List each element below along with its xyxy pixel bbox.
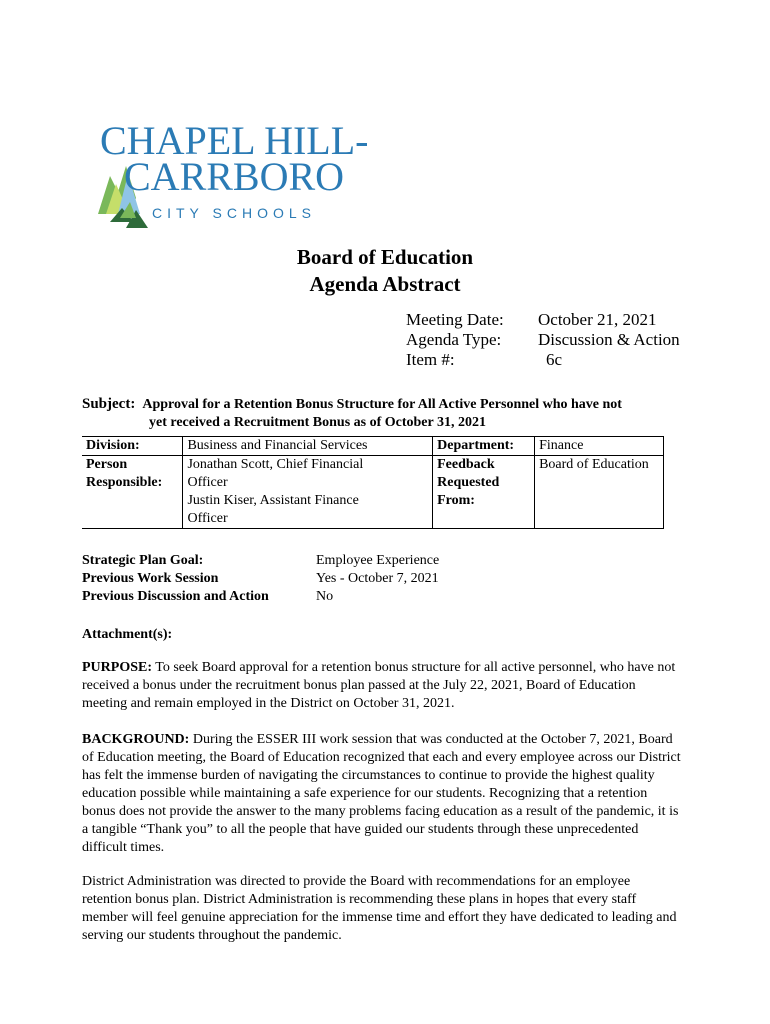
division-label: Division: <box>82 437 183 456</box>
logo-line3: CITY SCHOOLS <box>152 205 316 221</box>
person-label-line1: Person <box>86 457 128 472</box>
subject-line1: Approval for a Retention Bonus Structure for All Active Personnel who have not <box>142 397 622 412</box>
item-label: Item #: <box>406 350 455 369</box>
person-line: Jonathan Scott, Chief Financial <box>187 457 364 472</box>
item-number: 6c <box>546 350 563 369</box>
department-value: Finance <box>535 437 664 456</box>
meta-labels <box>406 310 504 370</box>
feedback-label <box>433 456 535 529</box>
person-responsible-label <box>82 456 183 529</box>
meta-values <box>538 310 680 370</box>
page-title: Board of Education <box>296 245 474 269</box>
agenda-type: Discussion & Action <box>538 330 680 349</box>
purpose-heading: PURPOSE: <box>82 660 152 675</box>
subject-label: Subject: <box>82 396 136 412</box>
department-label: Department: <box>433 437 535 456</box>
background-text: During the ESSER III work session that was conducted at the October 7, 2021, Board of Education meeting, the Board of Education recognized that each and every employee across our District has felt the immense burden of navigating the circumstances to continue to provide the highest quality education possible while maintaining a safe experience for our students. Recognizing that a retention bonus does not provide the answer to the many problems facing education as a result of the pandemic, it is a tangible “Thank you” to all the people that have guided our students through these unprecedented difficult times. <box>82 732 681 855</box>
person-line: Justin Kiser, Assistant Finance <box>187 493 359 508</box>
attachments-label: Attachment(s): <box>82 627 173 642</box>
subject <box>82 395 682 432</box>
strategic-values <box>316 552 439 606</box>
feedback-label-line: Feedback <box>437 457 495 472</box>
feedback-value: Board of Education <box>535 456 664 529</box>
work-session: Yes - October 7, 2021 <box>316 571 439 586</box>
logo-line1: CHAPEL HILL- <box>100 118 369 163</box>
strategic-goal: Employee Experience <box>316 553 440 568</box>
page-subtitle: Agenda Abstract <box>309 272 461 296</box>
logo-graphic <box>96 118 369 230</box>
info-table <box>82 436 664 529</box>
discussion: No <box>316 589 334 604</box>
strategic-goal-label: Strategic Plan Goal: <box>82 553 204 568</box>
strategic-labels <box>82 552 269 606</box>
person-line: Officer <box>187 511 228 526</box>
person-label-line2: Responsible: <box>86 475 163 490</box>
background-heading: BACKGROUND: <box>82 732 190 747</box>
meeting-date: October 21, 2021 <box>538 310 657 329</box>
feedback-label-line: Requested <box>437 475 500 490</box>
division-value: Business and Financial Services <box>183 437 433 456</box>
purpose-text: To seek Board approval for a retention bonus structure for all active personnel, who have not received a bonus under the recruitment bonus plan passed at the July 22, 2021, Board of Education meeting and remain employed in the District on October 31, 2021. <box>82 660 676 711</box>
person-responsible-value <box>183 456 433 529</box>
discussion-label: Previous Discussion and Action <box>82 589 269 604</box>
background-paragraph <box>82 731 682 857</box>
district-paragraph: District Administration was directed to provide the Board with recommendations for an employee retention bonus plan. District Administration is recommending these plans in hopes that every staff member will feel genuine appreciation for the immense time and effort they have dedicated to leading and serving our students throughout the pandemic. <box>82 874 677 943</box>
agenda-type-label: Agenda Type: <box>406 330 502 349</box>
work-session-label: Previous Work Session <box>82 571 219 586</box>
logo-line2: CARRBORO <box>124 154 345 199</box>
meeting-date-label: Meeting Date: <box>406 310 504 329</box>
purpose-paragraph <box>82 659 682 713</box>
subject-line2: yet received a Recruitment Bonus as of October 31, 2021 <box>149 415 486 430</box>
district-logo <box>96 118 369 230</box>
person-line: Officer <box>187 475 228 490</box>
feedback-label-line: From: <box>437 493 475 508</box>
